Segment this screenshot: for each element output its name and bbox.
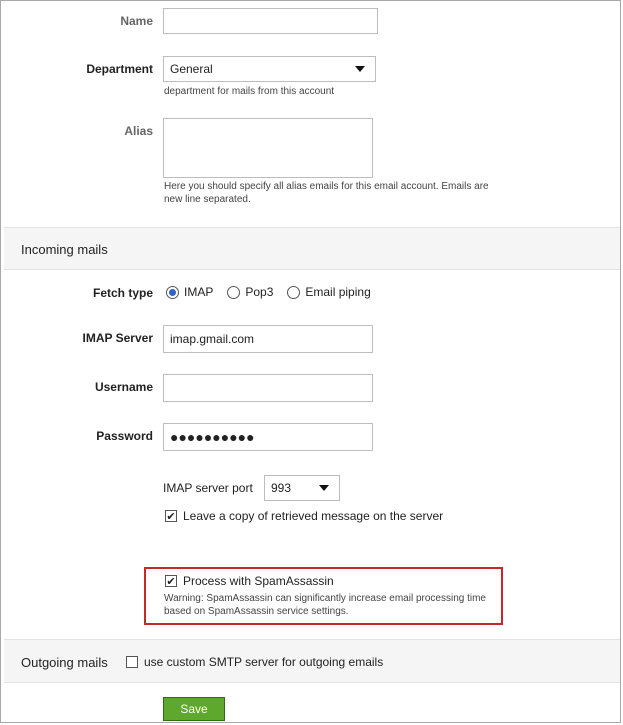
username-input[interactable] xyxy=(163,374,373,402)
radio-icon[interactable] xyxy=(287,286,300,299)
leave-copy-checkbox[interactable]: ✔ xyxy=(166,509,176,523)
imap-port-value: 993 xyxy=(271,481,292,495)
spamassassin-checkbox[interactable]: ✔ xyxy=(166,574,176,588)
password-input[interactable]: ●●●●●●●●●● xyxy=(163,423,373,451)
custom-smtp-checkbox[interactable] xyxy=(126,656,138,668)
name-input[interactable] xyxy=(163,8,378,34)
fetch-type-radio-group xyxy=(166,285,371,299)
username-label: Username xyxy=(94,380,153,394)
imap-port-label: IMAP server port xyxy=(163,481,253,495)
imap-server-label: IMAP Server xyxy=(82,331,153,345)
save-button[interactable]: Save xyxy=(163,697,225,721)
fetch-option-label: Pop3 xyxy=(245,285,274,299)
custom-smtp-row xyxy=(126,655,383,669)
leave-copy-row xyxy=(165,509,443,523)
department-help: department for mails from this account xyxy=(164,86,335,97)
department-selected-value: General xyxy=(170,62,213,76)
incoming-section-header xyxy=(4,227,621,270)
outgoing-section-title: Outgoing mails xyxy=(21,655,108,670)
alias-textarea[interactable] xyxy=(163,118,373,178)
name-label: Name xyxy=(120,14,153,28)
incoming-section-title: Incoming mails xyxy=(21,242,108,257)
radio-icon[interactable] xyxy=(227,286,240,299)
imap-server-input[interactable]: imap.gmail.com xyxy=(163,325,373,353)
outgoing-section-header xyxy=(4,639,621,683)
department-label: Department xyxy=(86,62,153,76)
chevron-down-icon xyxy=(355,66,365,72)
fetch-option-email-piping[interactable] xyxy=(287,285,370,299)
fetch-option-pop3[interactable] xyxy=(227,285,273,299)
spamassassin-row xyxy=(165,574,334,588)
alias-help: Here you should specify all alias emails for this email account. Emails are new line separated. xyxy=(164,181,489,205)
custom-smtp-label: use custom SMTP server for outgoing emails xyxy=(144,655,384,669)
spamassassin-warning: Warning: SpamAssassin can significantly increase email processing time based on SpamAssassin service settings. xyxy=(164,593,486,617)
imap-port-select[interactable] xyxy=(264,475,340,501)
fetch-option-label: IMAP xyxy=(184,285,214,299)
alias-label: Alias xyxy=(124,124,153,138)
fetch-option-imap[interactable] xyxy=(166,285,213,299)
fetch-type-label: Fetch type xyxy=(92,286,153,300)
password-label: Password xyxy=(96,429,153,443)
leave-copy-label: Leave a copy of retrieved message on the server xyxy=(183,509,444,523)
radio-icon[interactable] xyxy=(166,286,179,299)
fetch-option-label: Email piping xyxy=(305,285,371,299)
department-select[interactable] xyxy=(163,56,376,82)
chevron-down-icon xyxy=(319,485,329,491)
spamassassin-label: Process with SpamAssassin xyxy=(183,574,334,588)
